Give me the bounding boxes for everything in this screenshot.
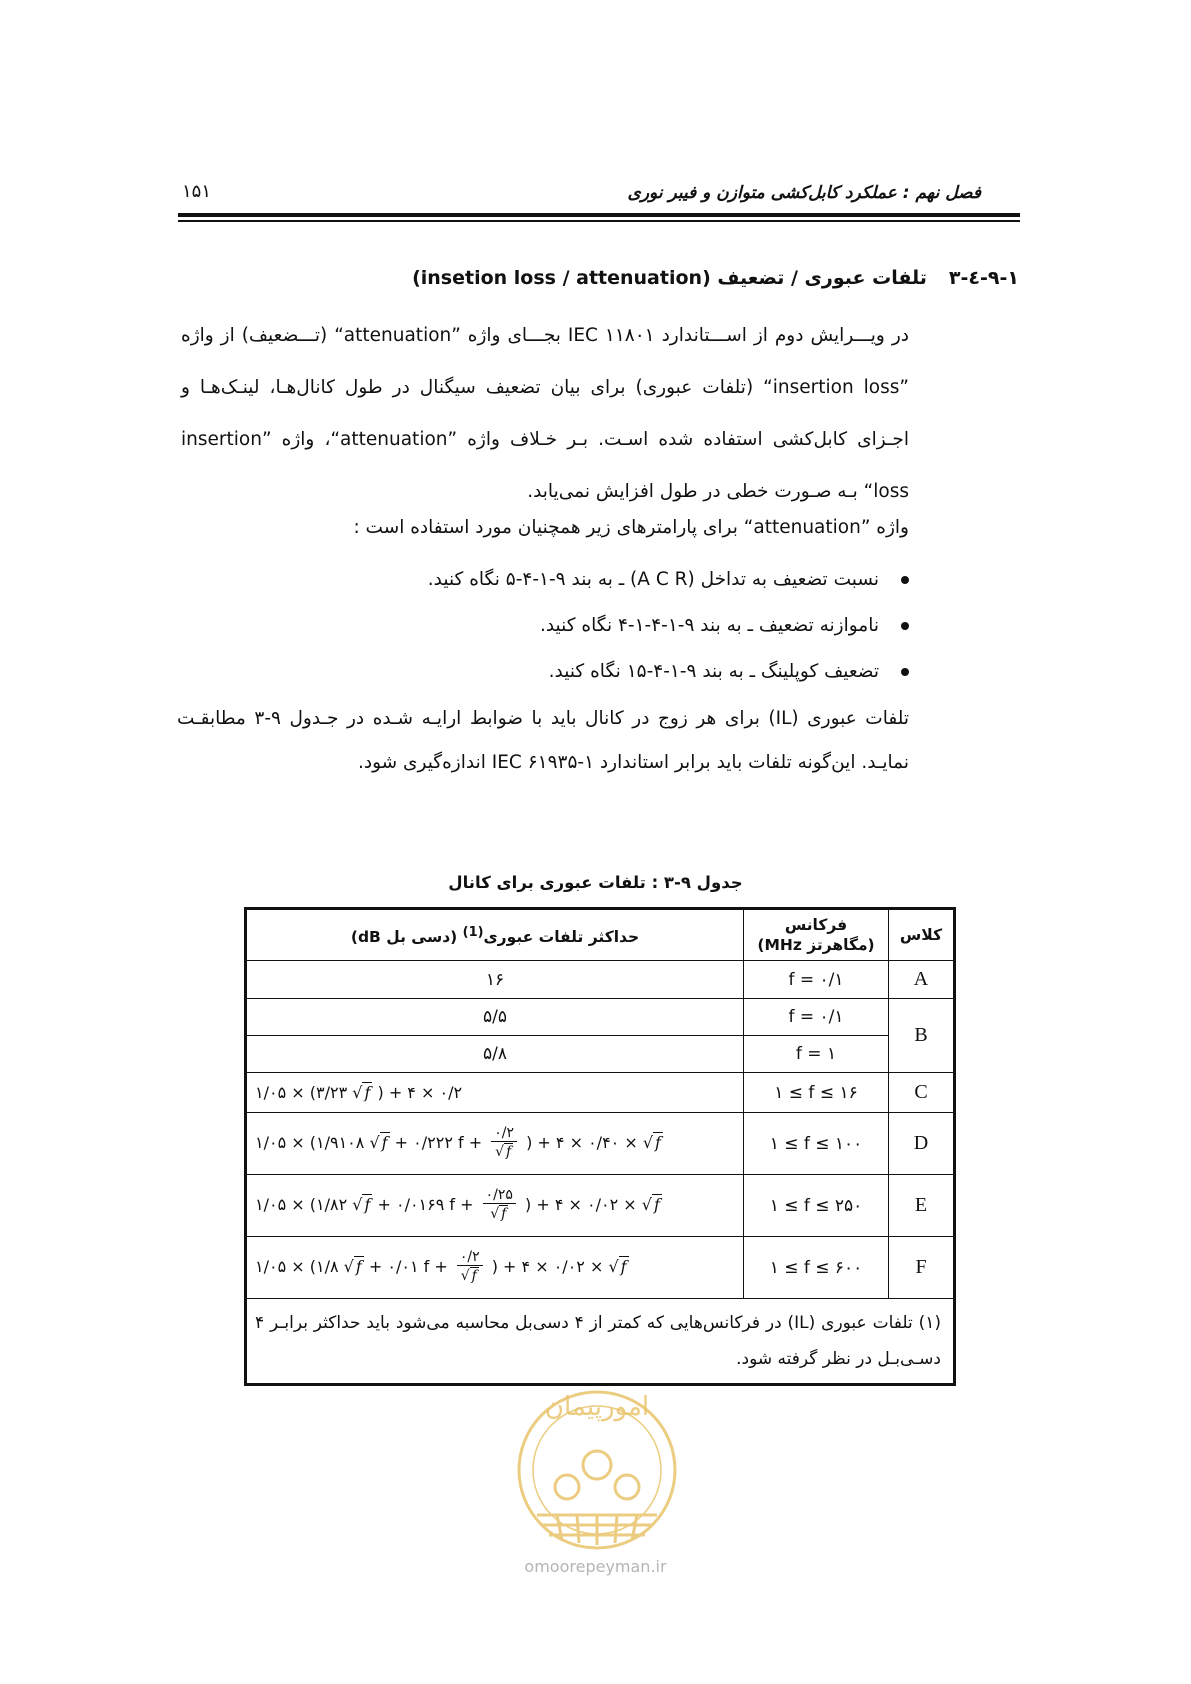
fraction: $\frac{۰/۲}{√ f}$ <box>457 1249 483 1286</box>
formula-part: ۱/۰۵ × (۱/۹۱۰۸ <box>255 1133 365 1152</box>
bullet-icon <box>901 622 909 630</box>
formula-part: ) + ۴ × ۰/۰۲ × <box>525 1195 637 1214</box>
cell-class: F <box>889 1237 955 1299</box>
header-max-loss-unit: (دسی بل dB) <box>350 928 463 947</box>
cell-max-loss: ۵/۵ <box>246 999 744 1036</box>
watermark-url: omoorepeyman.ir <box>524 1557 667 1576</box>
cell-class: C <box>889 1073 955 1113</box>
paragraph-iec-revision: در ویـــرایش دوم از اســـتاندارد ۱۱۸۰۱ IEC بجـــای واژه ”attenuation“ (تـــضعیف) از واژه ”insertion loss“ (تلفات عبوری) برای بیان تضعیف سیگنال در طول کانال‌هـا، لینـک‌هـا و اجـزای کابل‌کشی استفاده شده اسـت. بـر خـلاف واژه ”attenuation“، واژه ”insertion loss“ بـه صـورت خطی در طول افزایش نمی‌یابد. <box>181 325 909 502</box>
formula-part: ۱/۰۵ × (۳/۲۳ <box>255 1083 348 1102</box>
header-frequency-line2: (مگاهرتز MHz) <box>757 936 875 954</box>
bullet-icon <box>901 668 909 676</box>
sqrt-symbol: √ f <box>641 1195 660 1214</box>
cell-class: D <box>889 1113 955 1175</box>
formula-part: ) + ۴ × ۰/۴۰ × <box>526 1133 638 1152</box>
list-item-text: نسبت تضعیف به تداخل (A C R) ـ به بند ۹-۱-۴-۵ نگاه کنید. <box>427 569 879 590</box>
cell-frequency: ۱ ≤ f ≤ ۶۰۰ <box>744 1237 889 1299</box>
section-number: ۹-۱-٤-۳ <box>948 267 1019 289</box>
page-number: ۱۵۱ <box>182 181 212 202</box>
watermark-logo-text: امورپیمان <box>544 1392 650 1422</box>
list-item <box>181 565 909 611</box>
cell-frequency: ۱ ≤ f ≤ ۱۶ <box>744 1073 889 1113</box>
cell-formula <box>246 1073 744 1113</box>
table-row <box>246 1036 955 1073</box>
cell-max-loss: ۱۶ <box>246 961 744 999</box>
list-item-text: تضعیف کوپلینگ ـ به بند ۹-۱-۴-۱۵ نگاه کنید. <box>548 661 879 682</box>
section-heading <box>412 267 1019 289</box>
formula-part: ) + ۴ × ۰/۰۲ × <box>491 1257 604 1276</box>
list-item-text: ناموازنه تضعیف ـ به بند ۹-۱-۴-۱-۴ نگاه کنید. <box>539 615 879 636</box>
cell-class: E <box>889 1175 955 1237</box>
table-row <box>246 1175 955 1237</box>
insertion-loss-table <box>244 907 956 1386</box>
cell-frequency: ۱ ≤ f ≤ ۱۰۰ <box>744 1113 889 1175</box>
paragraph-attenuation-usage: واژه ”attenuation“ برای پارامترهای زیر همچنیان مورد استفاده است : <box>353 517 909 538</box>
sqrt-symbol: √ f <box>642 1133 661 1152</box>
cell-max-loss: ۵/۸ <box>246 1036 744 1073</box>
paragraph-il-requirement: تلفات عبوری (IL) برای هر زوج در کانال باید با ضوابط ارایـه شـده در جـدول ۹-۳ مطابقـت نمایـد. این‌گونه تلفات باید برابر استاندارد ۱-۶۱۹۳۵ IEC اندازه‌گیری شود. <box>177 708 909 773</box>
bullet-icon <box>901 576 909 584</box>
table-row <box>246 1073 955 1113</box>
header-rule-thin <box>178 220 1020 222</box>
table-footnote: (۱) تلفات عبوری (IL) در فرکانس‌هایی که کمتر از ۴ دسی‌بل محاسبه می‌شود باید حداکثر برابـر ۴ دسـی‌بـل در نظر گرفته شود. <box>246 1299 955 1385</box>
header-frequency-line1: فرکانس <box>784 916 848 934</box>
cell-class: A <box>889 961 955 999</box>
formula-part: ۱/۰۵ × (۱/۸ <box>255 1257 339 1276</box>
cell-class: B <box>889 999 955 1073</box>
watermark-logo <box>487 1375 707 1559</box>
fraction: $\frac{۰/۲}{√ f}$ <box>491 1125 517 1162</box>
sqrt-symbol: √ f <box>352 1195 371 1214</box>
fraction: $\frac{۰/۲۵}{√ f}$ <box>483 1187 516 1224</box>
cell-formula <box>246 1113 744 1175</box>
running-header-title: فصل نهم : عملکرد کابل‌کشی متوازن و فیبر نوری <box>627 183 981 203</box>
sqrt-symbol: √ f <box>343 1257 362 1276</box>
section-title: تلفات عبوری / تضعیف (insetion loss / attenuation) <box>412 267 927 289</box>
table-row <box>246 999 955 1036</box>
header-frequency <box>744 909 889 961</box>
table-caption: جدول ۹-۳ : تلفات عبوری برای کانال <box>448 873 743 892</box>
formula-part: + ۰/۰۱ f + <box>368 1257 448 1276</box>
table-row <box>246 1237 955 1299</box>
header-max-loss-label: حداکثر تلفات عبوری <box>483 928 640 947</box>
header-rule-thick <box>178 213 1020 217</box>
cell-frequency: f = ۰/۱ <box>744 999 889 1036</box>
list-item <box>181 611 909 657</box>
table-header-row <box>246 909 955 961</box>
header-class: کلاس <box>889 909 955 961</box>
formula-part: + ۰/۰۱۶۹ f + <box>377 1195 474 1214</box>
cell-frequency: f = ۱ <box>744 1036 889 1073</box>
formula-part: ۱/۰۵ × (۱/۸۲ <box>255 1195 348 1214</box>
cell-formula <box>246 1237 744 1299</box>
bullet-list <box>181 565 909 703</box>
footnote-marker: (1) <box>462 924 484 940</box>
table-row <box>246 961 955 999</box>
formula-part: + ۰/۲۲۲ f + <box>394 1133 483 1152</box>
table-note-row <box>246 1299 955 1385</box>
cell-formula <box>246 1175 744 1237</box>
table-row <box>246 1113 955 1175</box>
header-max-loss <box>246 909 744 961</box>
sqrt-symbol: √ f <box>369 1133 388 1152</box>
sqrt-symbol: √ f <box>352 1083 371 1102</box>
formula-part: ) + ۴ × ۰/۲ <box>377 1083 463 1102</box>
cell-frequency: ۱ ≤ f ≤ ۲۵۰ <box>744 1175 889 1237</box>
cell-frequency: f = ۰/۱ <box>744 961 889 999</box>
sqrt-symbol: √ f <box>608 1257 627 1276</box>
